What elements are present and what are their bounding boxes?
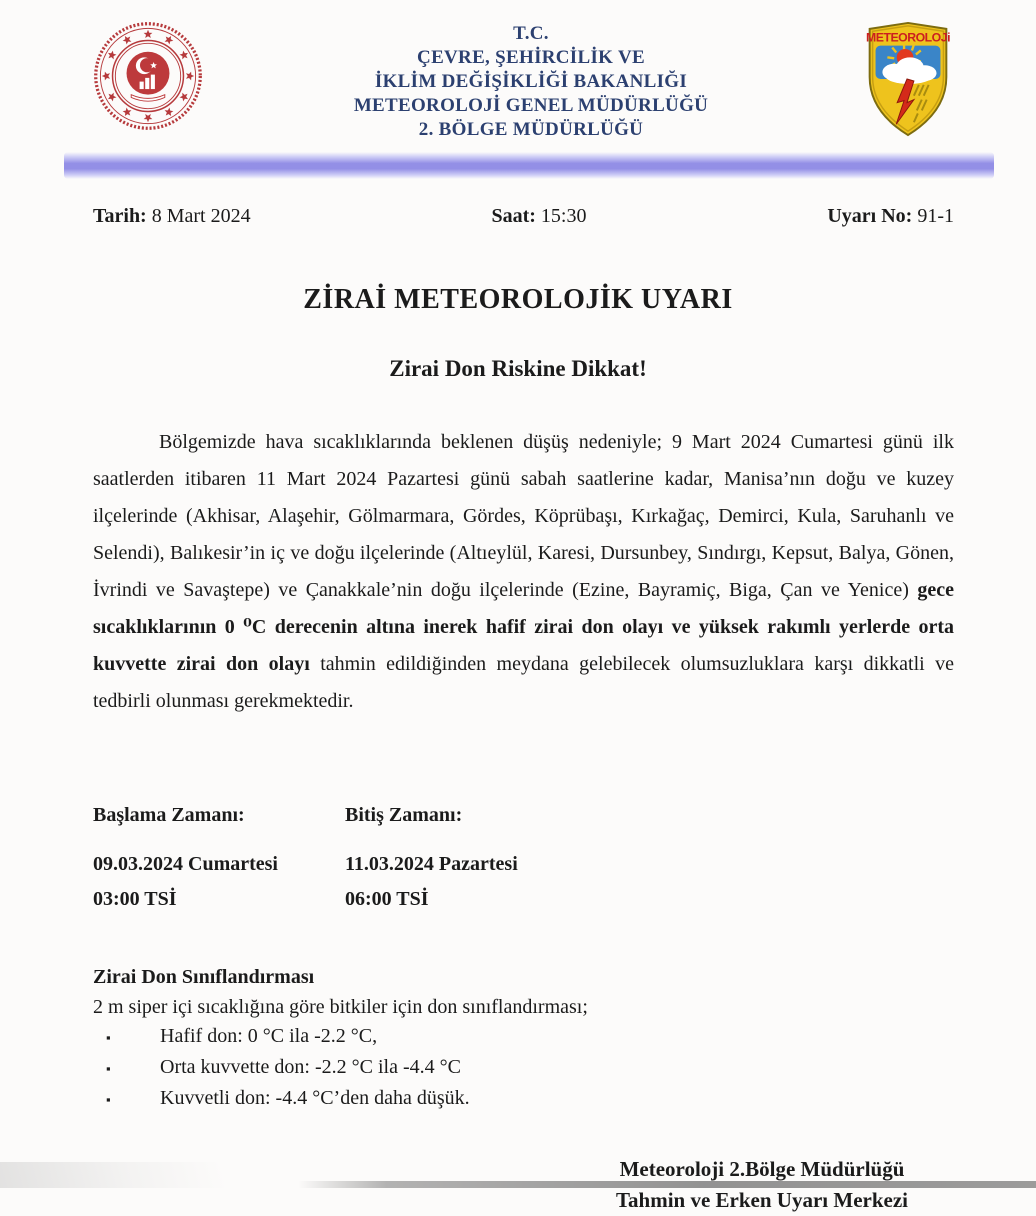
list-item xyxy=(93,1053,954,1083)
ministry-line: İKLİM DEĞİŞİKLİĞİ BAKANLIĞI xyxy=(374,71,688,92)
bullet-icon: ▪ xyxy=(106,1092,111,1107)
start-time-column xyxy=(93,804,345,911)
classification-heading: Zirai Don Sınıflandırması xyxy=(93,966,315,988)
signature-line2: Tahmin ve Erken Uyarı Merkezi xyxy=(615,1188,908,1212)
warning-no-field xyxy=(827,205,954,228)
list-item xyxy=(93,1022,954,1052)
bullet-icon: ▪ xyxy=(106,1061,111,1076)
meteorology-logo-icon xyxy=(858,20,958,138)
paragraph-bold-segment: gece sıcaklıklarının 0 ⁰C derecenin altına inerek hafif zirai don olayı ve yüksek rakımlı yerlerde orta kuvvette zirai don olayı xyxy=(93,579,954,675)
end-label: Bitiş Zamanı: xyxy=(345,804,463,826)
start-label: Başlama Zamanı: xyxy=(93,804,245,826)
ministry-seal-icon xyxy=(92,20,204,132)
date-label: Tarih: xyxy=(93,205,147,227)
warning-no-label: Uyarı No: xyxy=(827,205,913,227)
end-date: 11.03.2024 Pazartesi xyxy=(345,853,518,875)
end-clock: 06:00 TSİ xyxy=(345,888,429,910)
document-subtitle: Zirai Don Riskine Dikkat! xyxy=(389,356,647,381)
signature-line1: Meteoroloji 2.Bölge Müdürlüğü xyxy=(619,1157,905,1181)
ministry-line: 2. BÖLGE MÜDÜRLÜĞÜ xyxy=(418,119,644,140)
start-clock: 03:00 TSİ xyxy=(93,888,177,910)
date-field xyxy=(93,205,251,228)
classification-item: Hafif don: 0 °C ila -2.2 °C, xyxy=(160,1025,378,1047)
end-time-column xyxy=(345,804,518,911)
paragraph-part2: tahmin edildiğinden meydana gelebilecek olumsuzluklara karşı dikkatli ve tedbirli olunması gerekmektedir. xyxy=(93,653,954,712)
classification-intro: 2 m siper içi sıcaklığına göre bitkiler için don sınıflandırması; xyxy=(93,996,588,1018)
ministry-line: ÇEVRE, ŞEHİRCİLİK VE xyxy=(417,47,645,68)
validity-times xyxy=(0,720,1036,911)
classification-item: Kuvvetli don: -4.4 °C’den daha düşük. xyxy=(160,1087,470,1109)
time-field xyxy=(491,205,586,228)
document-title: ZİRAİ METEOROLOJİK UYARI xyxy=(303,284,733,315)
frost-classification xyxy=(0,911,1036,1114)
meta-row xyxy=(0,179,1036,228)
classification-item: Orta kuvvette don: -2.2 °C ila -4.4 °C xyxy=(160,1056,461,1078)
warning-no-value: 91-1 xyxy=(912,205,954,227)
scan-edge-strip xyxy=(298,1181,1036,1188)
ministry-line: T.C. xyxy=(513,23,549,44)
bullet-icon: ▪ xyxy=(106,1030,111,1045)
ministry-title-block xyxy=(204,20,858,142)
header-divider-bar xyxy=(64,152,994,179)
warning-paragraph xyxy=(93,424,954,720)
start-date: 09.03.2024 Cumartesi xyxy=(93,853,278,875)
paragraph-part1: Bölgemizde hava sıcaklıklarında beklenen düşüş nedeniyle; 9 Mart 2024 Cumartesi günü ilk saatlerden itibaren 11 Mart 2024 Pazartesi günü sabah saatlerine kadar, Manisa’nın doğu ve kuzey ilçelerinde (Akhisar, Alaşehir, Gölmarmara, Gördes, Köprübaşı, Kırkağaç, Demirci, Kula, Saruhanlı ve Selendi), Balıkesir’in iç ve doğu ilçelerinde (Altıeylül, Karesi, Dursunbey, Sındırgı, Kepsut, Balya, Gönen, İvrindi ve Savaştepe) ve Çanakkale’nin doğu ilçelerinde (Ezine, Bayramiç, Biga, Çan ve Yenice) xyxy=(93,431,954,601)
time-label: Saat: xyxy=(491,205,536,227)
ministry-line: METEOROLOJİ GENEL MÜDÜRLÜĞÜ xyxy=(353,95,709,116)
list-item xyxy=(93,1084,954,1114)
logo-wordmark: METEOROLOJi xyxy=(866,30,950,45)
date-value: 8 Mart 2024 xyxy=(146,205,251,227)
scan-shadow xyxy=(0,1162,320,1188)
time-value: 15:30 xyxy=(535,205,587,227)
document-header xyxy=(0,0,1036,142)
